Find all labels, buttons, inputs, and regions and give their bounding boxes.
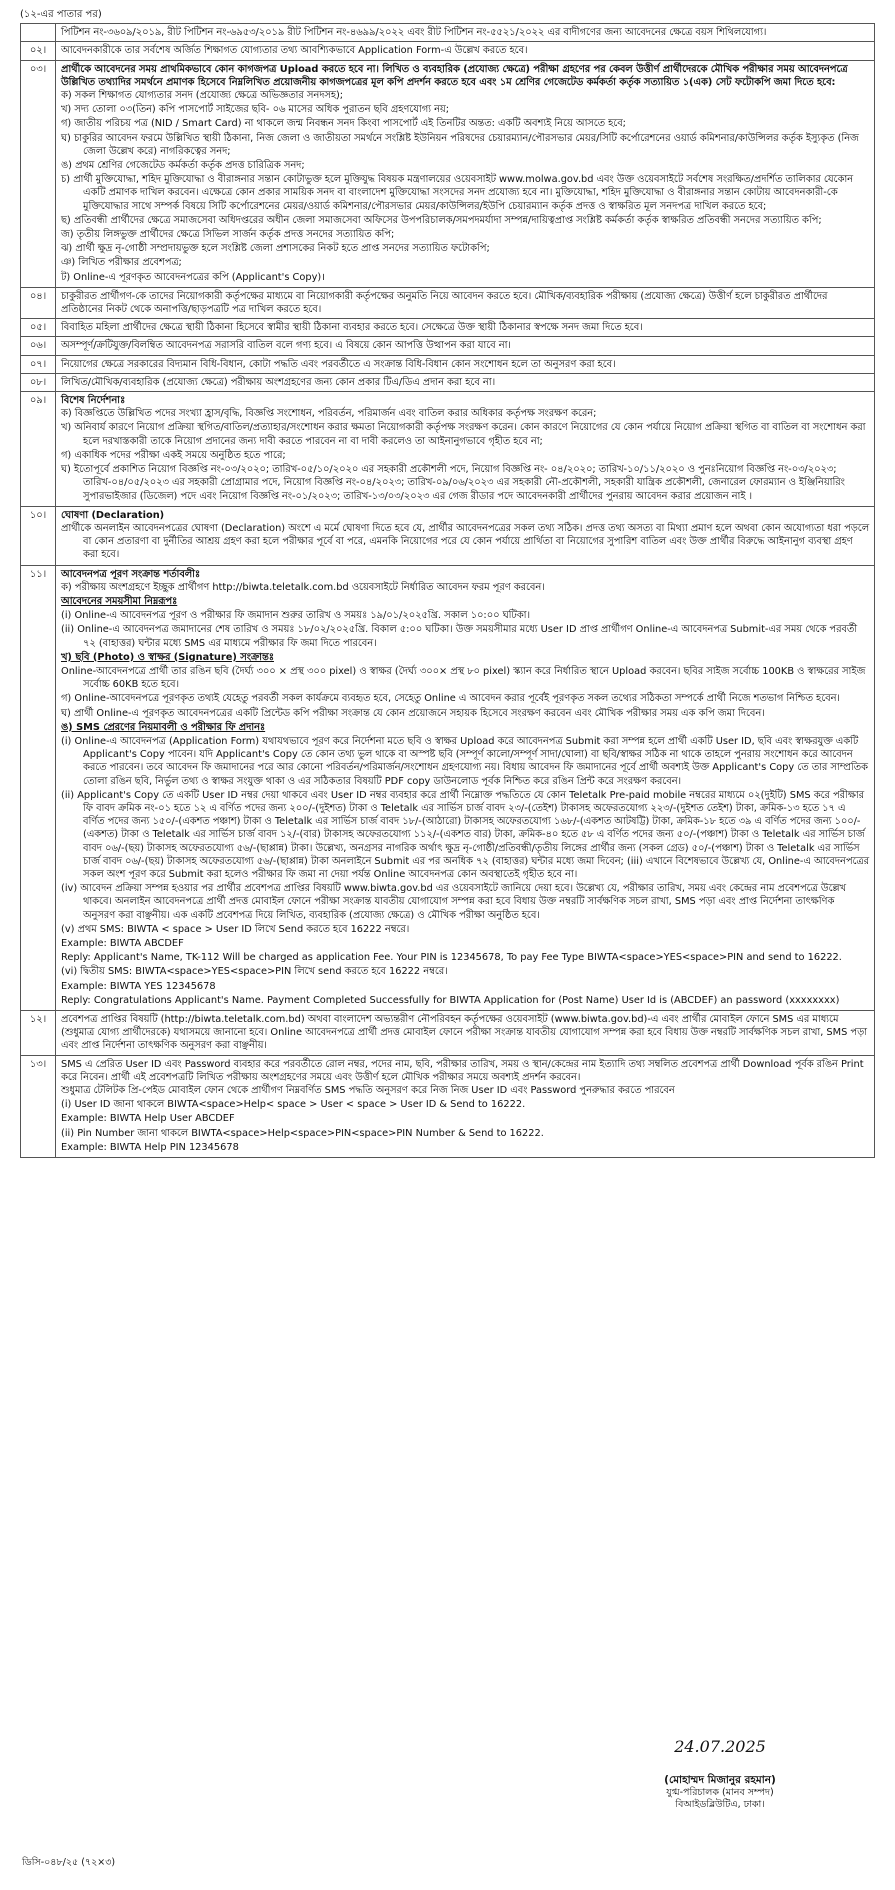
- row-number: ০৯।: [21, 392, 56, 507]
- row-text: প্রার্থীকে আবেদনের সময় প্রাথমিকভাবে কোন কাগজপত্র Upload করতে হবে না। লিখিত ও ব্যবহারিক (প্রযোজ্য ক্ষেত্রে) পরীক্ষা গ্রহণের পর কেবল উত্তীর্ণ প্রার্থীদেরকে মৌখিক পরীক্ষার সময় আবেদনপত্রে উল্লিখিত তথ্যাদির সমর্থনে প্রমাণক হিসেবে নিম্নলিখিত প্রয়োজনীয় কাগজপত্রের মূল কপি প্রদর্শন করতে হবে এবং ১ম শ্রেণির গেজেটেড কর্মকর্তা কর্তৃক সত্যায়িত ১(এক) সেট ফটোকপি জমা দিতে হবে:: [61, 63, 848, 88]
- sub-item: ক) পরীক্ষায় অংশগ্রহণে ইচ্ছুক প্রার্থীগণ http://biwta.teletalk.com.bd ওয়েবসাইটে নির্ধারিত আবেদন ফরম পূরণ করবেন।: [61, 581, 545, 593]
- row-text: বিশেষ নির্দেশনাঃ: [61, 395, 126, 407]
- row-content: [56, 355, 875, 373]
- sub-item: (ii) Applicant's Copy তে একটি User ID নম্বর দেয়া থাকবে এবং User ID নম্বর ব্যবহার করে প্রার্থী নিম্নোক্ত পদ্ধতিতে যে কোন Teletalk Pre-paid mobile নম্বরের মাধ্যমে ০২(দুইটি) SMS করে পরীক্ষার ফি বাবদ ক্রমিক নং-০১ হতে ১২ এ বর্ণিত পদের জন্য ২০০/-(দুইশত) টাকা ও Teletalk এর সার্ভিস চার্জ বাবদ ২৩/-(তেইশ) টাকাসহ অফেরতযোগ্য ২২৩/-(দুইশত তেইশ) টাকা, ক্রমিক-১৩ হতে ১৭ এ বর্ণিত পদের জন্য ১৫০/-(একশত পঞ্চাশ) টাকা ও Teletalk এর সার্ভিস চার্জ বাবদ ১৮/-(আঠারো) টাকাসহ অফেরতযোগ্য ১৬৮/-(একশত আটষট্টি) টাকা, ক্রমিক-১৮ হতে ৩৯ এ বর্ণিত পদের জন্য ১০০/-(একশত) টাকা ও Teletalk এর সার্ভিস চার্জ বাবদ ১২/-(বার) টাকাসহ অফেরতযোগ্য ১১২/-(একশত বার) টাকা, ক্রমিক-৪০ হতে ৫৮ এ বর্ণিত পদের জন্য ৫০/-(পঞ্চাশ) টাকা ও Teletalk এর সার্ভিস চার্জ বাবদ ০৬/-(ছয়) টাকাসহ অফেরতযোগ্য ৫৬/-(ছাপ্পান্ন) টাকা। উল্লেখ্য, অনগ্রসর নাগরিক অর্থাৎ ক্ষুদ্র নৃ-গোষ্ঠী/প্রতিবন্ধী/তৃতীয় লিঙ্গের প্রার্থীর জন্য (সকল গ্রেড) ৫০/-(পঞ্চাশ) টাকা ও Teletalk এর সার্ভিস চার্জ বাবদ ০৬/-(ছয়) টাকাসহ অফেরতযোগ্য ৫৬/-(ছাপ্পান্ন) টাকা অনলাইনে Submit এর পর অনধিক ৭২ (বাহাত্তর) ঘন্টার মধ্যে জমা দিবেন; (iii) এখানে বিশেষভাবে উল্লেখ্য যে, Online-এ আবেদনপত্রের সকল অংশ পূরণ করে Submit করা হলেও পরীক্ষার ফি জমা না দেয়া পর্যন্ত Online আবেদনপত্র কোন অবস্থাতেই গৃহীত হবে না।: [61, 789, 870, 880]
- instruction-row: [21, 1055, 875, 1157]
- row-content: [56, 506, 875, 565]
- row-text: ঘোষণা (Declaration): [61, 509, 165, 521]
- sub-item: খ) অনিবার্য কারণে নিয়োগ প্রক্রিয়া স্থগিত/বাতিল/প্রত্যাহার/সংশোধন করার ক্ষমতা নিয়োগকারী কর্তৃপক্ষ সংরক্ষণ করেন। কোন কারণে নিয়োগের যে কোন পর্যায়ে নিয়োগ প্রক্রিয়া স্থগিত বা বাতিল বা সংশোধন করা হলে দরখাস্তকারী তাকে নিয়োগ প্রদানের জন্য দাবী করতে পারবেন না বা দাবী করলেও তা আইনানুগভাবে গৃহীত হবে না;: [61, 422, 866, 447]
- row-text: SMS এ প্রেরিত User ID এবং Password ব্যবহার করে পরবর্তীতে রোল নম্বর, পদের নাম, ছবি, পরীক্ষার তারিখ, সময় ও স্থান/কেন্দ্রের নাম ইত্যাদি তথ্য সম্বলিত প্রবেশপত্র প্রার্থী Download পূর্বক রঙিন Print করে নিবেন। প্রার্থী এই প্রবেশপত্রটি লিখিত পরীক্ষায় অংশগ্রহণের সময়ে এবং উত্তীর্ণ হলে মৌখিক পরীক্ষার সময়ে অবশ্যই প্রদর্শন করবেন।: [61, 1058, 864, 1083]
- sub-item: শুধুমাত্র টেলিটক প্রি-পেইড মোবাইল ফোন থেকে প্রার্থীগণ নিম্নবর্ণিত SMS পদ্ধতি অনুসরণ করে নিজ নিজ User ID এবং Password পুনরুদ্ধার করতে পারবেন: [61, 1085, 675, 1097]
- row-text: প্রবেশপত্র প্রাপ্তির বিষয়টি (http://biwta.teletalk.com.bd) অথবা বাংলাদেশ অভ্যন্তরীণ নৌপরিবহন কর্তৃপক্ষের ওয়েবসাইট (www.biwta.gov.bd)-এ এবং প্রার্থীর মোবাইল ফোনে SMS এর মাধ্যমে (শুধুমাত্র যোগ্য প্রার্থীদেরকে) যথাসময়ে জানানো হবে। Online আবেদনপত্রে প্রার্থী প্রদত্ত মোবাইল ফোনে পরীক্ষা সংক্রান্ত যাবতীয় যোগাযোগ সম্পন্ন করা হবে বিধায় উক্ত নম্বরটি সার্বক্ষণিক সচল রাখা, SMS পড়া এবং প্রাপ্ত নির্দেশনা তাৎক্ষণিক অনুসরণ করা বাঞ্ছনীয়।: [61, 1014, 867, 1052]
- row-content: [56, 337, 875, 355]
- instruction-row: [21, 287, 875, 318]
- sub-item: (ii) Pin Number জানা থাকলে BIWTA<space>Help<space>PIN<space>PIN Number & Send to 16222.: [61, 1127, 544, 1139]
- sub-item: (i) Online-এ আবেদনপত্র (Application Form) যথাযথভাবে পূরণ করে নির্দেশনা মতে ছবি ও স্বাক্ষর Upload করে আবেদনপত্র Submit করা সম্পন্ন হলে প্রার্থী একটি User ID, ছবি এবং স্বাক্ষরযুক্ত একটি Applicant's Copy পাবেন। যদি Applicant's Copy তে কোন তথ্য ভুল থাকে বা অস্পষ্ট ছবি (সম্পূর্ণ কালো/সম্পূর্ণ সাদা/ঘোলা) বা ছবি/স্বাক্ষর সঠিক না থাকে তাহলে পুনরায় সংশোধন করে আবেদন করতে পারবেন। তবে আবেদন ফি জমাদানের পরে আর কোনো পরিবর্তন/পরিমার্জন/সংশোধন গ্রহণযোগ্য নয়। বিধায় আবেদন ফি জমাদানের পূর্বে প্রার্থী অবশ্যই উক্ত Applicant's Copy তে তার সাম্প্রতিক তোলা রঙিন ছবি, নির্ভুল তথ্য ও স্বাক্ষর সংযুক্ত থাকা ও এর সঠিকতার বিষয়টি PDF copy ডাউনলোড পূর্বক নিশ্চিত করে রঙিন প্রিন্ট করে সংরক্ষণ করবেন।: [61, 735, 868, 787]
- row-content: [56, 60, 875, 287]
- row-number: ০২।: [21, 42, 56, 60]
- sub-item: খ) ছবি (Photo) ও স্বাক্ষর (Signature) সংক্রান্তঃ: [61, 651, 274, 663]
- instruction-row: [21, 1011, 875, 1056]
- sub-item: Example: BIWTA Help User ABCDEF: [61, 1113, 235, 1125]
- continuation-header: (১২-এর পাতার পর): [20, 9, 102, 20]
- sub-item: (iv) আবেদন প্রক্রিয়া সম্পন্ন হওয়ার পর প্রার্থীর প্রবেশপত্র প্রাপ্তির বিষয়টি www.biwta.gov.bd এর ওয়েবসাইটে জানিয়ে দেয়া হবে। উল্লেখ্য যে, পরীক্ষার তারিখ, সময় এবং কেন্দ্রের নাম প্রবেশপত্রে উল্লেখ থাকবে। অনলাইন আবেদনপত্রে প্রার্থী প্রদত্ত মোবাইল ফোনে পরীক্ষা সংক্রান্ত যাবতীয় যোগাযোগ সম্পন্ন করা হবে বিধায় উক্ত নম্বরটি সার্বক্ষণিক সচল রাখা, SMS পড়া এবং প্রাপ্ত নির্দেশনা তাৎক্ষণিক অনুসরণ করা বাঞ্ছনীয়। এক একটি প্রবেশপত্র দিয়ে লিখিত, ব্যবহারিক (প্রযোজ্য ক্ষেত্রে) ও মৌখিক পরীক্ষা অনুষ্ঠিত হবে।: [61, 883, 846, 921]
- handwritten-signature: 24.07.2025: [674, 1737, 766, 1756]
- sub-item: চ) প্রার্থী মুক্তিযোদ্ধা, শহিদ মুক্তিযোদ্ধা ও বীরাঙ্গনার সন্তান কোটাভুক্ত হলে মুক্তিযুদ্ধ বিষয়ক মন্ত্রণালয়ের ওয়েবসাইট www.molwa.gov.bd এবং উক্ত ওয়েবসাইটে সর্বশেষ সংরক্ষিত/প্রদর্শিত তালিকার যেকোন একটি প্রমাণক দাখিল করবেন। এক্ষেত্রে কোন প্রকার সাময়িক সনদ বা বাংলাদেশ মুক্তিযোদ্ধা সংসদের সনদ প্রযোজ্য হবে না। মুক্তিযোদ্ধা, শহিদ মুক্তিযোদ্ধা ও বীরাঙ্গনার সন্তান কোটায় আবেদনকারী-কে মুক্তিযোদ্ধার সাথে সম্পর্ক বিষয়ে সিটি কর্পোরেশনের মেয়র/ওয়ার্ড কমিশনার/পৌরসভার মেয়র/কাউন্সিলর/ইউপি চেয়ারম্যান কর্তৃক প্রদত্ত ও স্বাক্ষরিত মূল সনদপত্র দাখিল করতে হবে;: [61, 174, 854, 212]
- instruction-row: [21, 42, 875, 60]
- row-number: ১১।: [21, 565, 56, 1011]
- sub-item: Reply: Applicant's Name, TK-112 Will be charged as application Fee. Your PIN is 12345678, To pay Fee Type BIWTA<space>YES<space>PIN and send to 16222.: [61, 952, 842, 964]
- instructions-table: [20, 23, 875, 1158]
- row-text: অসম্পূর্ণ/ক্রটিযুক্ত/বিলম্বিত আবেদনপত্র সরাসরি বাতিল বলে গণ্য হবে। এ বিষয়ে কোন আপত্তি উত্থাপন করা যাবে না।: [61, 340, 511, 352]
- row-content: [56, 373, 875, 391]
- row-content: [56, 1055, 875, 1157]
- footer-code: ডিসি-০৪৮/২৫ (৭২×৩): [22, 1857, 116, 1868]
- intro-text: পিটিশন নং-৩৬০৯/২০১৯, রীট পিটিশন নং-৬৯৫৩/২০১৯ রীট পিটিশন নং-৪৬৯৯/২০২২ এবং রীট পিটিশন নং-৫৫২১/২০২২ এর বাদীগণের জন্য আবেদনের ক্ষেত্রে বয়স শিথিলযোগ্য।: [56, 24, 875, 42]
- row-content: [56, 319, 875, 337]
- row-number: ১০।: [21, 506, 56, 565]
- signatory-office: বিআইডব্লিউটিএ, ঢাকা।: [675, 1799, 765, 1811]
- sub-item: ঝ) প্রার্থী ক্ষুদ্র নৃ-গোষ্ঠী সম্প্রদায়ভুক্ত হলে সংশ্লিষ্ট জেলা প্রশাসকের নিকট হতে প্রাপ্ত সনদের সত্যায়িত ফটোকপি;: [61, 243, 490, 255]
- row-text: আবেদনকারীকে তার সর্বশেষ অর্জিত শিক্ষাগত যোগ্যতার তথ্য আবশ্যিকভাবে Application Form-এ উল্লেখ করতে হবে।: [61, 45, 528, 57]
- sub-item: (vi) দ্বিতীয় SMS: BIWTA<space>YES<space>PIN লিখে send করতে হবে 16222 নম্বরে।: [61, 966, 448, 978]
- sub-item: Example: BIWTA YES 12345678: [61, 980, 216, 992]
- signatory-title: যুগ্ম-পরিচালক (মানব সম্পদ): [666, 1787, 774, 1799]
- sub-item: Example: BIWTA ABCDEF: [61, 938, 184, 949]
- sub-item: গ) জাতীয় পরিচয় পত্র (NID / Smart Card) না থাকলে জন্ম নিবন্ধন সনদ কিংবা পাসপোর্ট এই তিনটির অন্তত: একটি অবশ্যই নিয়ে আসতে হবে;: [61, 118, 626, 130]
- row-number: ০৫।: [21, 319, 56, 337]
- sub-item: (i) Online-এ আবেদনপত্র পূরণ ও পরীক্ষার ফি জমাদান শুরুর তারিখ ও সময়ঃ ১৯/০১/২০২৫খ্রি. সকাল ১০:০০ ঘটিকা।: [61, 610, 530, 622]
- instruction-row: [21, 392, 875, 507]
- instruction-row: [21, 565, 875, 1011]
- row-text: চাকুরীরত প্রার্থীগণ-কে তাদের নিয়োগকারী কর্তৃপক্ষের মাধ্যমে বা নিয়োগকারী কর্তৃপক্ষের অনুমতি নিয়ে আবেদন করতে হবে। মৌখিক/ব্যবহারিক পরীক্ষায় (প্রযোজ্য ক্ষেত্রে) উত্তীর্ণ হলে চাকুরীরত প্রার্থীদের প্রতিষ্ঠানের নিকট থেকে অনাপত্তি/ছাড়পত্রটি পত্র দাখিল করতে হবে।: [61, 290, 828, 316]
- row-content: [56, 1011, 875, 1056]
- sub-item: ঞ) লিখিত পরীক্ষার প্রবেশপত্র;: [61, 257, 182, 269]
- instruction-row: [21, 506, 875, 565]
- row-number: ০৮।: [21, 373, 56, 391]
- instruction-row: [21, 355, 875, 373]
- sub-item: ঙ) প্রথম শ্রেণির গেজেটেড কর্মকর্তা কর্তৃক প্রদত্ত চারিত্রিক সনদ;: [61, 160, 305, 172]
- instruction-row: [21, 373, 875, 391]
- sub-item: ঙ) SMS প্রেরণের নিয়মাবলী ও পরীক্ষার ফি প্রদানঃ: [61, 721, 266, 733]
- sub-item: Reply: Congratulations Applicant's Name. Payment Completed Successfully for BIWTA Application for (Post Name) User Id is (ABCDEF) an password (xxxxxxxx): [61, 994, 840, 1006]
- row-number: ০৩।: [21, 60, 56, 287]
- row-text: আবেদনপত্র পূরণ সংক্রান্ত শর্তাবলীঃ: [61, 568, 201, 580]
- row-content: [56, 565, 875, 1011]
- row-number: ০৬।: [21, 337, 56, 355]
- sub-item: Online-আবেদনপত্রে প্রার্থী তার রঙিন ছবি (দৈর্ঘ্য ৩০০ × প্রস্থ ৩০০ pixel) ও স্বাক্ষর (দৈর্ঘ্য ৩০০× প্রস্থ ৮০ pixel) স্ক্যান করে নির্ধারিত স্থানে Upload করবেন। ছবির সাইজ সর্বোচ্চ 100KB ও স্বাক্ষরের সাইজ সর্বোচ্চ 60KB হতে হবে।: [61, 665, 866, 691]
- sub-item: ট) Online-এ পূরণকৃত আবেদনপত্রের কপি (Applicant's Copy)।: [61, 271, 325, 283]
- sub-item: (v) প্রথম SMS: BIWTA < space > User ID লিখে Send করতে হবে 16222 নম্বরে।: [61, 923, 410, 935]
- sub-item: Example: BIWTA Help PIN 12345678: [61, 1141, 239, 1153]
- sub-item: গ) Online-আবেদনপত্রে পূরণকৃত তথ্যই যেহেতু পরবর্তী সকল কার্যক্রমে ব্যবহৃত হবে, সেহেতু Online এ আবেদন করার পূর্বেই পূরণকৃত সকল তথ্যের সঠিকতা সম্পর্কে প্রার্থী নিজে শতভাগ নিশ্চিত হবেন।: [61, 693, 840, 705]
- row-content: [56, 287, 875, 318]
- signature-block: [605, 1737, 835, 1811]
- sub-item: ক) সকল শিক্ষাগত যোগ্যতার সনদ (প্রযোজ্য ক্ষেত্রে অভিজ্ঞতার সনদসহ);: [61, 90, 344, 102]
- instruction-row: [21, 337, 875, 355]
- row-number: ১৩।: [21, 1055, 56, 1157]
- instruction-row: [21, 60, 875, 287]
- sub-item: আবেদনের সময়সীমা নিম্নরূপঃ: [61, 595, 178, 607]
- row-text: নিয়োগের ক্ষেত্রে সরকারের বিদ্যমান বিধি-বিধান, কোটা পদ্ধতি এবং পরবর্তীতে এ সংক্রান্ত বিধি-বিধান কোন সংশোধন হলে তা অনুসরণ করা হবে।: [61, 358, 616, 370]
- sub-item: ঘ) ইতোপূর্বে প্রকাশিত নিয়োগ বিজ্ঞপ্তি নং-০৩/২০২০; তারিখ-০৫/১০/২০২০ এর সহকারী প্রকৌশলী পদে, নিয়োগ বিজ্ঞপ্তি নং- ০৪/২০২০; তারিখ-১০/১১/২০২০ ও পুনঃনিয়োগ বিজ্ঞপ্তি নং-০৩/২০২৩; তারিখ-০৪/০৫/২০২৩ এর সহকারী প্রোগ্রামার পদে, নিয়োগ বিজ্ঞপ্তি নং-০৪/২০২৩; তারিখ-০৯/০৬/২০২৩ এর সহকারী নৌ-প্রকৌশলী, সহকারী যান্ত্রিক প্রকৌশলী, জেনারেল ফোরম্যান ও ইঞ্জিনিয়ারিং সুপারভাইজার (ডিজেল) পদে এবং নিয়োগ বিজ্ঞপ্তি নং-০১/২০২৩; তারিখ-১৩/০৩/২০২৩ এর গেজ রীডার পদে আবেদনকারী প্রার্থীদের পুনরায় আবেদন করার প্রয়োজন নাই ।: [61, 464, 845, 502]
- sub-item: গ) একাধিক পদের পরীক্ষা একই সময়ে অনুষ্ঠিত হতে পারে;: [61, 449, 286, 461]
- signatory-name: (মোহাম্মদ মিজানুর রহমান): [664, 1774, 776, 1786]
- row-content: [56, 42, 875, 60]
- row-text: লিখিত/মৌখিক/ব্যবহারিক (প্রযোজ্য ক্ষেত্রে) পরীক্ষায় অংশগ্রহণের জন্য কোন প্রকার টিএ/ডিএ প্রদান করা হবে না।: [61, 376, 496, 388]
- sub-item: ঘ) প্রার্থী Online-এ পূরণকৃত আবেদনপত্রের একটি প্রিন্টেড কপি পরীক্ষা সংক্রান্ত যে কোন প্রয়োজনে সহায়ক হিসেবে সংরক্ষণ করবেন এবং মৌখিক পরীক্ষার সময় এক কপি জমা দিবেন।: [61, 707, 765, 719]
- sub-item: ছ) প্রতিবন্ধী প্রার্থীদের ক্ষেত্রে সমাজসেবা অধিদপ্তরের অধীন জেলা সমাজসেবা অফিসের উপপরিচালক/সমপদমর্যাদা সম্পন্ন/দায়িত্বপ্রাপ্ত সংশ্লিষ্ট কর্মকর্তা কর্তৃক স্বাক্ষরিত প্রতিবন্ধী সনদের সত্যায়িত কপি;: [61, 214, 822, 226]
- row-content: [56, 392, 875, 507]
- row-number: ০৭।: [21, 355, 56, 373]
- intro-row: [21, 24, 875, 42]
- row-number: ১২।: [21, 1011, 56, 1056]
- sub-item: প্রার্থীকে অনলাইন আবেদনপত্রের ঘোষণা (Declaration) অংশে এ মর্মে ঘোষণা দিতে হবে যে, প্রার্থীর আবেদনপত্রের সকল তথ্য সঠিক। প্রদত্ত তথ্য অসত্য বা মিথ্যা প্রমাণ হলে অথবা কোন অযোগ্যতা ধরা পড়লে বা কোন প্রতারণা বা দুর্নীতির আশ্রয় গ্রহণ করা হলে পরীক্ষার পূর্বে বা পরে, এমনকি নিয়োগের পরে যে কোন পর্যায়ে প্রার্থিতা বা নিয়োগের সুপারিশ বাতিল এবং উক্ত প্রার্থীর বিরুদ্ধে আইনানুগ ব্যবস্থা গ্রহণ করা হবে।: [61, 522, 870, 561]
- row-number: [21, 24, 56, 42]
- row-text: বিবাহিত মহিলা প্রার্থীদের ক্ষেত্রে স্থায়ী ঠিকানা হিসেবে স্বামীর স্থায়ী ঠিকানা ব্যবহার করতে হবে। সেক্ষেত্রে উক্ত স্থায়ী ঠিকানার স্বপক্ষে সনদ জমা দিতে হবে।: [61, 322, 643, 334]
- sub-item: জ) তৃতীয় লিঙ্গভুক্ত প্রার্থীদের ক্ষেত্রে সিভিল সার্জন কর্তৃক প্রদত্ত সনদের সত্যায়িত কপি;: [61, 229, 395, 241]
- sub-item: ঘ) চাকুরির আবেদন ফরমে উল্লিখিত স্থায়ী ঠিকানা, নিজ জেলা ও জাতীয়তা সমর্থনে সংশ্লিষ্ট ইউনিয়ন পরিষদের চেয়ারম্যান/পৌরসভার মেয়র/সিটি কর্পোরেশনের ওয়ার্ড কমিশনার/কাউন্সিলর কর্তৃক ইস্যুকৃত (নিজ জেলা উল্লেখ করে) নাগরিকত্বের সনদ;: [61, 132, 859, 157]
- sub-item: (ii) Online-এ আবেদনপত্র জমাদানের শেষ তারিখ ও সময়ঃ ১৮/০২/২০২৫খ্রি. বিকাল ৫:০০ ঘটিকা। উক্ত সময়সীমার মধ্যে User ID প্রাপ্ত প্রার্থীগণ Online-এ আবেদনপত্র Submit-এর সময় থেকে পরবর্তী ৭২ (বাহাত্তর) ঘন্টার মধ্যে SMS এর মাধ্যমে পরীক্ষার ফি জমা দিতে পারবেন।: [61, 624, 858, 649]
- instruction-row: [21, 319, 875, 337]
- sub-item: ক) বিজ্ঞপ্তিতে উল্লিখিত পদের সংখ্যা হ্রাস/বৃদ্ধি, বিজ্ঞপ্তি সংশোধন, পরিবর্তন, পরিমার্জন এবং বাতিল করার অধিকার কর্তৃপক্ষ সংরক্ষণ করেন;: [61, 408, 597, 420]
- sub-item: খ) সদ্য তোলা ০৩(তিন) কপি পাসপোর্ট সাইজের ছবি- ০৬ মাসের অধিক পুরাতন ছবি গ্রহণযোগ্য নয়;: [61, 104, 449, 116]
- sub-item: (i) User ID জানা থাকলে BIWTA<space>Help< space > User < space > User ID & Send to 16222.: [61, 1099, 526, 1111]
- row-number: ০৪।: [21, 287, 56, 318]
